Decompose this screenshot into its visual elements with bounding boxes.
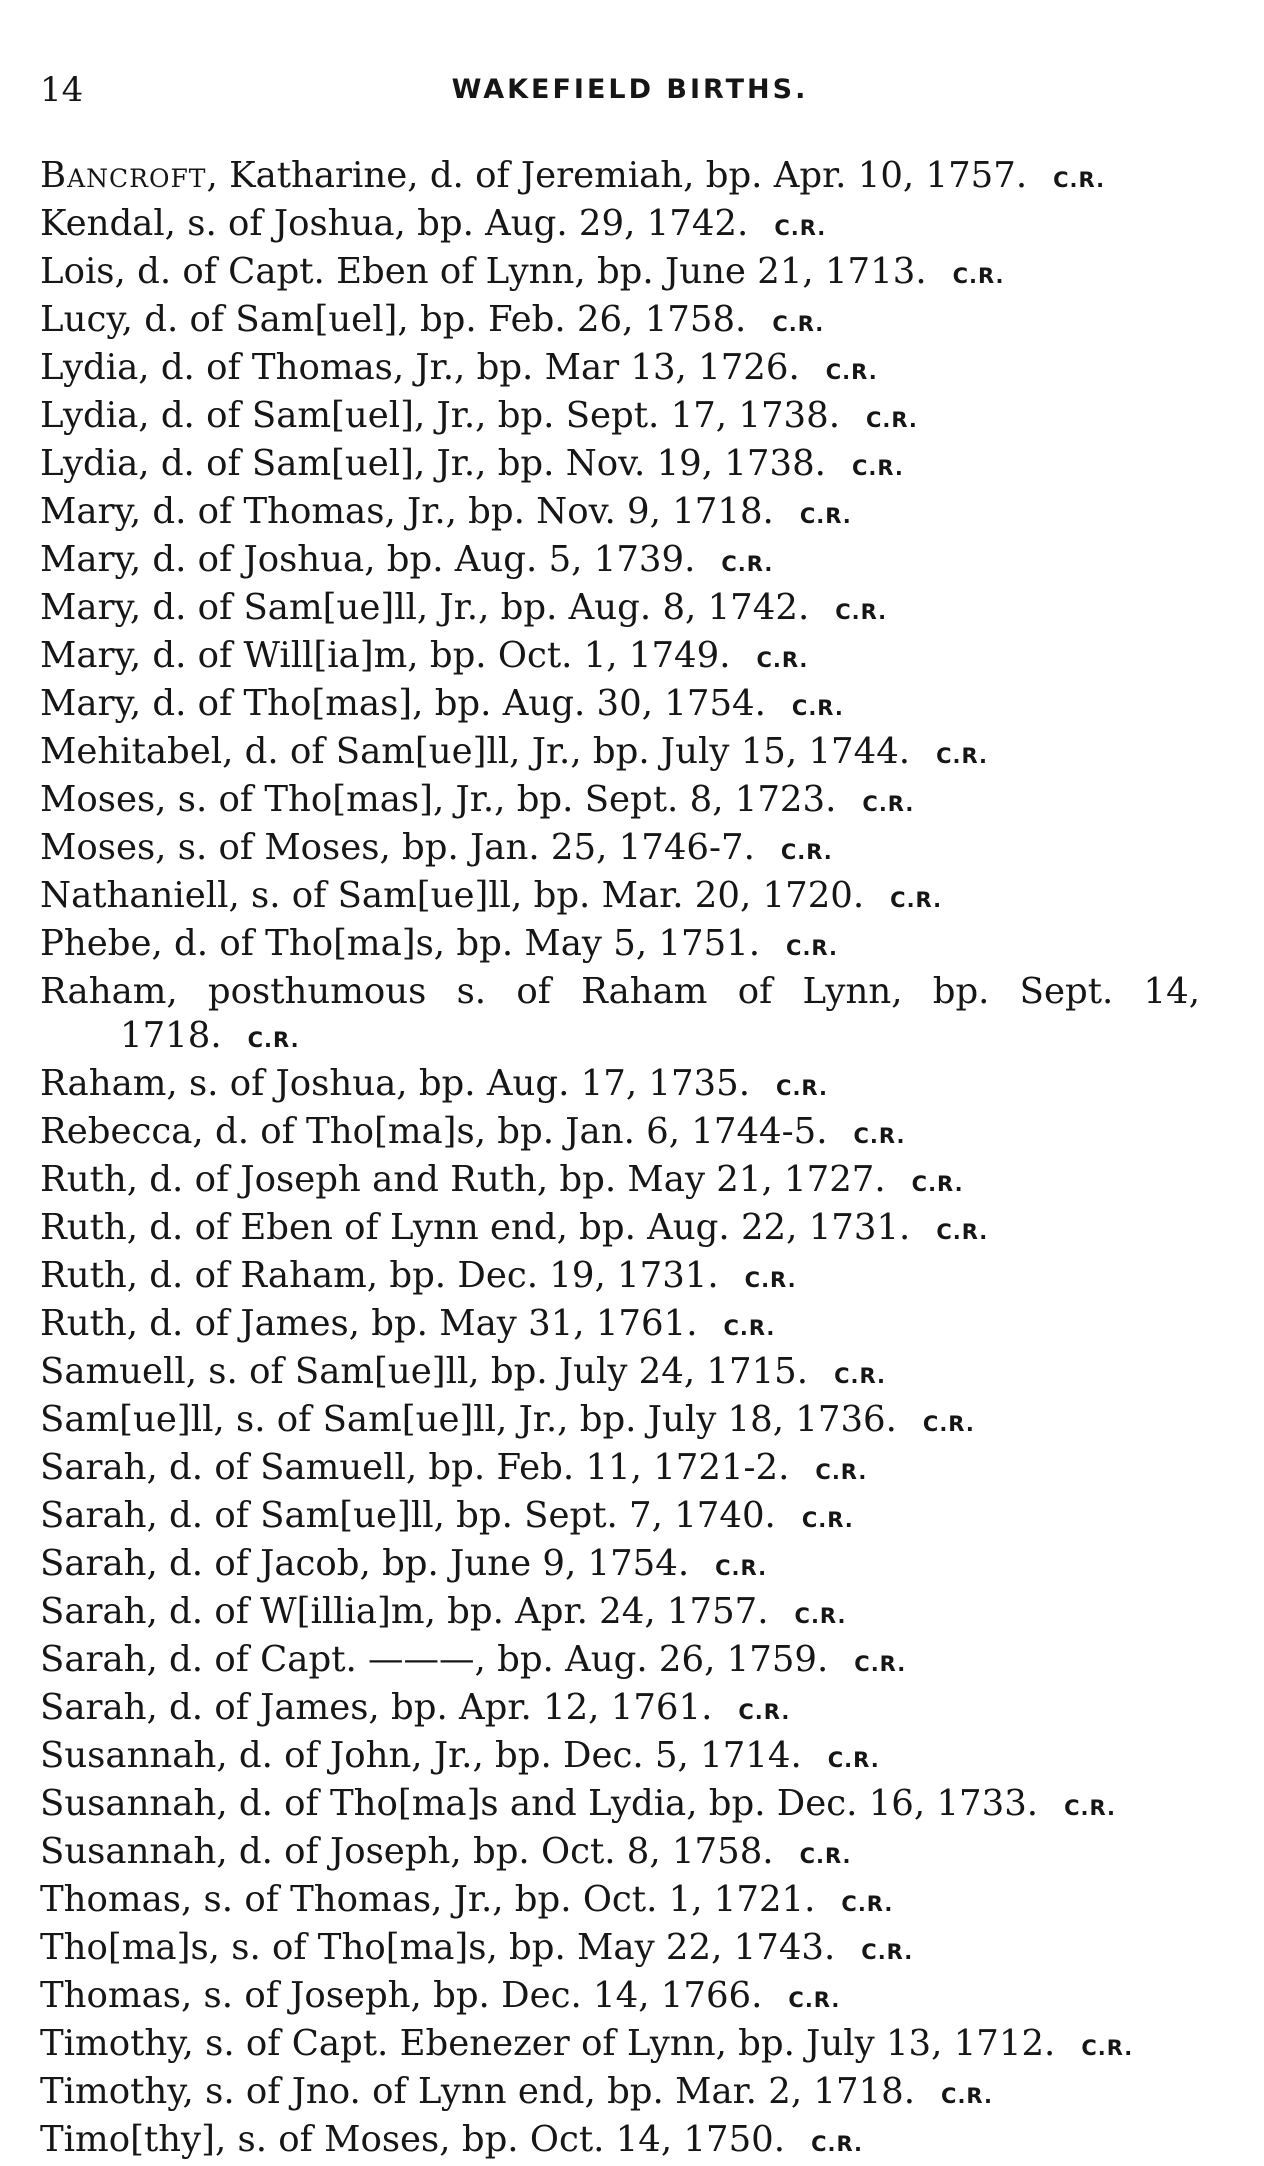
record-text: Lydia, d. of Sam[uel], Jr., bp. Sept. 17, 1738. <box>40 395 840 436</box>
record-source: C.R. <box>738 1700 791 1724</box>
birth-record <box>40 1734 1240 1782</box>
birth-record <box>40 922 1240 970</box>
record-source: C.R. <box>794 1604 847 1628</box>
record-text: Mary, d. of Sam[ue]ll, Jr., bp. Aug. 8, 1742. <box>40 587 810 628</box>
record-source: C.R. <box>1053 168 1106 192</box>
birth-record <box>40 1638 1240 1686</box>
birth-record <box>40 1686 1240 1734</box>
record-source: C.R. <box>715 1556 768 1580</box>
birth-record <box>40 1350 1240 1398</box>
record-source: C.R. <box>861 1940 914 1964</box>
birth-record <box>40 490 1240 538</box>
record-text: Sam[ue]ll, s. of Sam[ue]ll, Jr., bp. July 18, 1736. <box>40 1399 897 1440</box>
record-text: Raham, s. of Joshua, bp. Aug. 17, 1735. <box>40 1063 751 1104</box>
record-text: Mary, d. of Joshua, bp. Aug. 5, 1739. <box>40 539 696 580</box>
birth-record <box>40 2022 1240 2070</box>
record-source: C.R. <box>772 312 825 336</box>
birth-record <box>40 538 1240 586</box>
record-source: C.R. <box>854 1652 907 1676</box>
birth-record <box>40 826 1240 874</box>
record-source: C.R. <box>776 1076 828 1100</box>
birth-record <box>40 634 1240 682</box>
record-source: C.R. <box>853 1124 906 1148</box>
record-text: Samuell, s. of Sam[ue]ll, bp. July 24, 1715. <box>40 1351 809 1392</box>
record-text: Thomas, s. of Joseph, bp. Dec. 14, 1766. <box>40 1975 763 2016</box>
birth-record <box>40 1830 1240 1878</box>
record-source: C.R. <box>799 504 852 528</box>
birth-record <box>40 1446 1240 1494</box>
record-text: Timothy, s. of Jno. of Lynn end, bp. Mar. 2, 1718. <box>40 2071 916 2112</box>
birth-record <box>40 730 1240 778</box>
birth-record <box>40 1878 1240 1926</box>
record-text: Ruth, d. of James, bp. May 31, 1761. <box>40 1303 698 1344</box>
page-header <box>40 68 1220 112</box>
record-text: Sarah, d. of Jacob, bp. June 9, 1754. <box>40 1543 690 1584</box>
birth-record <box>40 778 1240 826</box>
record-source: C.R. <box>815 1460 868 1484</box>
record-text: Rebecca, d. of Tho[ma]s, bp. Jan. 6, 1744-5. <box>40 1111 828 1152</box>
record-text: Moses, s. of Tho[mas], Jr., bp. Sept. 8, 1723. <box>40 779 837 820</box>
record-text: Sarah, d. of W[illia]m, bp. Apr. 24, 1757. <box>40 1591 769 1632</box>
record-source: C.R. <box>911 1172 964 1196</box>
record-text: Mary, d. of Tho[mas], bp. Aug. 30, 1754. <box>40 683 766 724</box>
record-source: C.R. <box>774 216 827 240</box>
record-source: C.R. <box>825 360 878 384</box>
record-text: Lois, d. of Capt. Eben of Lynn, bp. June 21, 1713. <box>40 251 927 292</box>
record-text: Timo[thy], s. of Moses, bp. Oct. 14, 1750. <box>40 2119 786 2160</box>
birth-record <box>40 1926 1240 1974</box>
birth-record <box>40 1062 1240 1110</box>
page-number: 14 <box>40 70 84 110</box>
birth-record <box>40 1590 1240 1638</box>
record-text: Nathaniell, s. of Sam[ue]ll, bp. Mar. 20, 1720. <box>40 875 865 916</box>
record-source: C.R. <box>862 792 915 816</box>
record-text: Lydia, d. of Thomas, Jr., bp. Mar 13, 1726. <box>40 347 800 388</box>
record-source: C.R. <box>936 744 989 768</box>
record-text: Kendal, s. of Joshua, bp. Aug. 29, 1742. <box>40 203 749 244</box>
running-title: WAKEFIELD BIRTHS. <box>451 74 809 105</box>
record-source: C.R. <box>952 264 1005 288</box>
record-source: C.R. <box>788 1988 841 2012</box>
birth-record <box>40 1254 1240 1302</box>
birth-record <box>40 1206 1240 1254</box>
record-source: C.R. <box>890 888 943 912</box>
birth-record <box>40 970 1200 1062</box>
record-source: C.R. <box>721 552 774 576</box>
record-source: C.R. <box>922 1412 975 1436</box>
birth-record <box>40 298 1240 346</box>
record-text: Lydia, d. of Sam[uel], Jr., bp. Nov. 19, 1738. <box>40 443 826 484</box>
record-source: C.R. <box>723 1316 776 1340</box>
record-text: Susannah, d. of John, Jr., bp. Dec. 5, 1714. <box>40 1735 802 1776</box>
record-source: C.R. <box>834 1364 886 1388</box>
record-text: Susannah, d. of Joseph, bp. Oct. 8, 1758. <box>40 1831 774 1872</box>
birth-record <box>40 2118 1240 2166</box>
birth-record <box>40 346 1240 394</box>
record-source: C.R. <box>941 2084 993 2108</box>
birth-record <box>40 250 1240 298</box>
record-text: Ruth, d. of Eben of Lynn end, bp. Aug. 22, 1731. <box>40 1207 911 1248</box>
record-text: Tho[ma]s, s. of Tho[ma]s, bp. May 22, 1743. <box>40 1927 836 1968</box>
record-source: C.R. <box>851 456 904 480</box>
record-source: C.R. <box>811 2132 863 2156</box>
record-source: C.R. <box>841 1892 894 1916</box>
record-text: Mary, d. of Will[ia]m, bp. Oct. 1, 1749. <box>40 635 731 676</box>
record-text: Timothy, s. of Capt. Ebenezer of Lynn, bp. July 13, 1712. <box>40 2023 1056 2064</box>
record-text: Sarah, d. of Capt. ———, bp. Aug. 26, 1759. <box>40 1639 829 1680</box>
record-text: Raham, posthumous s. of Raham of Lynn, bp. Sept. 14, 1718. <box>40 971 1200 1056</box>
birth-record <box>40 202 1240 250</box>
birth-record <box>40 1974 1240 2022</box>
record-text: Sarah, d. of Sam[ue]ll, bp. Sept. 7, 1740. <box>40 1495 776 1536</box>
birth-record <box>40 1542 1240 1590</box>
record-source: C.R. <box>1064 1796 1117 1820</box>
record-source: C.R. <box>827 1748 880 1772</box>
birth-record <box>40 2070 1240 2118</box>
birth-record <box>40 1110 1240 1158</box>
record-source: C.R. <box>801 1508 854 1532</box>
record-text: Sarah, d. of James, bp. Apr. 12, 1761. <box>40 1687 713 1728</box>
record-source: C.R. <box>247 1028 300 1052</box>
record-source: C.R. <box>744 1268 797 1292</box>
record-text: Ruth, d. of Joseph and Ruth, bp. May 21, 1727. <box>40 1159 886 1200</box>
birth-record <box>40 442 1240 490</box>
birth-record <box>40 1782 1240 1830</box>
record-source: C.R. <box>936 1220 989 1244</box>
record-text: Ruth, d. of Raham, bp. Dec. 19, 1731. <box>40 1255 719 1296</box>
record-text: Phebe, d. of Tho[ma]s, bp. May 5, 1751. <box>40 923 761 964</box>
birth-record <box>40 1398 1240 1446</box>
record-text: Mehitabel, d. of Sam[ue]ll, Jr., bp. July 15, 1744. <box>40 731 911 772</box>
birth-record <box>40 682 1240 730</box>
record-text: Mary, d. of Thomas, Jr., bp. Nov. 9, 1718. <box>40 491 774 532</box>
record-source: C.R. <box>780 840 833 864</box>
record-source: C.R. <box>799 1844 852 1868</box>
record-text: Moses, s. of Moses, bp. Jan. 25, 1746-7. <box>40 827 755 868</box>
birth-record <box>40 1494 1240 1542</box>
record-source: C.R. <box>865 408 918 432</box>
record-text: Susannah, d. of Tho[ma]s and Lydia, bp. Dec. 16, 1733. <box>40 1783 1039 1824</box>
record-text: Sarah, d. of Samuell, bp. Feb. 11, 1721-2. <box>40 1447 790 1488</box>
birth-record <box>40 1302 1240 1350</box>
record-text: Lucy, d. of Sam[uel], bp. Feb. 26, 1758. <box>40 299 747 340</box>
birth-record <box>40 586 1240 634</box>
record-source: C.R. <box>835 600 888 624</box>
record-source: C.R. <box>756 648 809 672</box>
record-source: C.R. <box>791 696 844 720</box>
record-text: , Katharine, d. of Jeremiah, bp. Apr. 10, 1757. <box>206 155 1028 196</box>
birth-record <box>40 394 1240 442</box>
birth-record <box>40 874 1240 922</box>
record-source: C.R. <box>1081 2036 1134 2060</box>
birth-records-list <box>40 154 1240 2166</box>
birth-record <box>40 154 1240 202</box>
record-text: Thomas, s. of Thomas, Jr., bp. Oct. 1, 1721. <box>40 1879 816 1920</box>
record-source: C.R. <box>786 936 838 960</box>
record-surname: Bancroft <box>40 155 207 196</box>
birth-record <box>40 1158 1240 1206</box>
